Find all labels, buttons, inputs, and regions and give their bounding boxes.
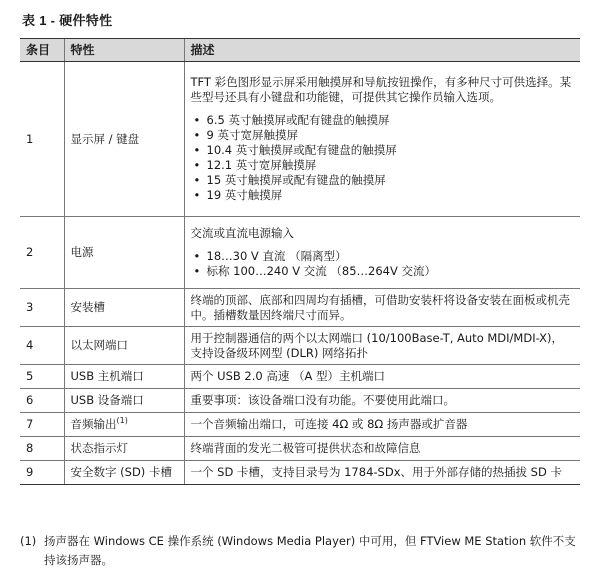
- header-item: 条目: [20, 39, 64, 62]
- table-row: [20, 413, 580, 437]
- list-item: • 标称 100…240 V 交流 （85…264V 交流）: [194, 264, 575, 279]
- list-item: • 19 英寸触摸屏: [194, 188, 575, 203]
- row-feature: 显示屏 / 键盘: [64, 62, 184, 217]
- row-number: 5: [20, 365, 64, 389]
- table-row: [20, 62, 580, 217]
- bullet-list: [191, 249, 575, 279]
- header-feature: 特性: [64, 39, 184, 62]
- table-title: 表 1 - 硬件特性: [22, 13, 113, 28]
- list-item: • 9 英寸宽屏触摸屏: [194, 128, 575, 143]
- feature-label: 音频输出: [70, 417, 117, 431]
- row-feature: USB 设备端口: [64, 389, 184, 413]
- row-number: 7: [20, 413, 64, 437]
- table-row: [20, 365, 580, 389]
- footnote-mark: (1): [20, 534, 37, 548]
- row-number: 4: [20, 327, 64, 365]
- row-feature: USB 主机端口: [64, 365, 184, 389]
- table-header-row: [20, 39, 580, 62]
- row-number: 6: [20, 389, 64, 413]
- table-row: [20, 461, 580, 485]
- table-row: [20, 389, 580, 413]
- footnote-text: 扬声器在 Windows CE 操作系统 (Windows Media Player) 中可用，但 FTView ME Station 软件不支持该扬声器。: [44, 534, 576, 567]
- row-feature: [64, 413, 184, 437]
- list-item: • 15 英寸触摸屏或配有键盘的触摸屏: [194, 173, 575, 188]
- list-item: • 6.5 英寸触摸屏或配有键盘的触摸屏: [194, 113, 575, 128]
- row-description: 终端的顶部、底部和四周均有插槽，可借助安装杆将设备安装在面板或机壳中。插槽数量因终端尺寸而异。: [184, 289, 580, 327]
- table-row: [20, 437, 580, 461]
- row-feature: 安装槽: [64, 289, 184, 327]
- row-number: 8: [20, 437, 64, 461]
- row-feature: 以太网端口: [64, 327, 184, 365]
- row-description: 终端背面的发光二极管可提供状态和故障信息: [184, 437, 580, 461]
- row-description: 一个音频输出端口，可连接 4Ω 或 8Ω 扬声器或扩音器: [184, 413, 580, 437]
- list-item: • 18…30 V 直流 （隔离型）: [194, 249, 575, 264]
- row-feature: 电源: [64, 217, 184, 289]
- bullet-list: [191, 113, 575, 203]
- row-description: [184, 62, 580, 217]
- footnote-reference: (1): [116, 416, 128, 426]
- row-description: 两个 USB 2.0 高速 （A 型）主机端口: [184, 365, 580, 389]
- hardware-features-table: [20, 38, 580, 485]
- row-feature: 安全数字 (SD) 卡槽: [64, 461, 184, 485]
- row-number: 2: [20, 217, 64, 289]
- description-text: TFT 彩色图形显示屏采用触摸屏和导航按钮操作，有多种尺寸可供选择。某些型号还具有小键盘和功能键，可提供其它操作员输入选项。: [190, 75, 572, 104]
- row-description: 重要事项：该设备端口没有功能。不要使用此端口。: [184, 389, 580, 413]
- row-number: 3: [20, 289, 64, 327]
- header-description: 描述: [184, 39, 580, 62]
- footnote: [20, 532, 580, 570]
- row-description: 用于控制器通信的两个以太网端口 (10/100Base-T, Auto MDI/MDI-X)，支持设备级环网型 (DLR) 网络拓扑: [184, 327, 580, 365]
- row-feature: 状态指示灯: [64, 437, 184, 461]
- description-text: 交流或直流电源输入: [190, 226, 294, 240]
- list-item: • 12.1 英寸宽屏触摸屏: [194, 158, 575, 173]
- row-number: 9: [20, 461, 64, 485]
- list-item: • 10.4 英寸触摸屏或配有键盘的触摸屏: [194, 143, 575, 158]
- row-description: [184, 217, 580, 289]
- table-row: [20, 289, 580, 327]
- row-number: 1: [20, 62, 64, 217]
- table-row: [20, 327, 580, 365]
- row-description: 一个 SD 卡槽，支持目录号为 1784-SDx、用于外部存储的热插拔 SD 卡: [184, 461, 580, 485]
- table-row: [20, 217, 580, 289]
